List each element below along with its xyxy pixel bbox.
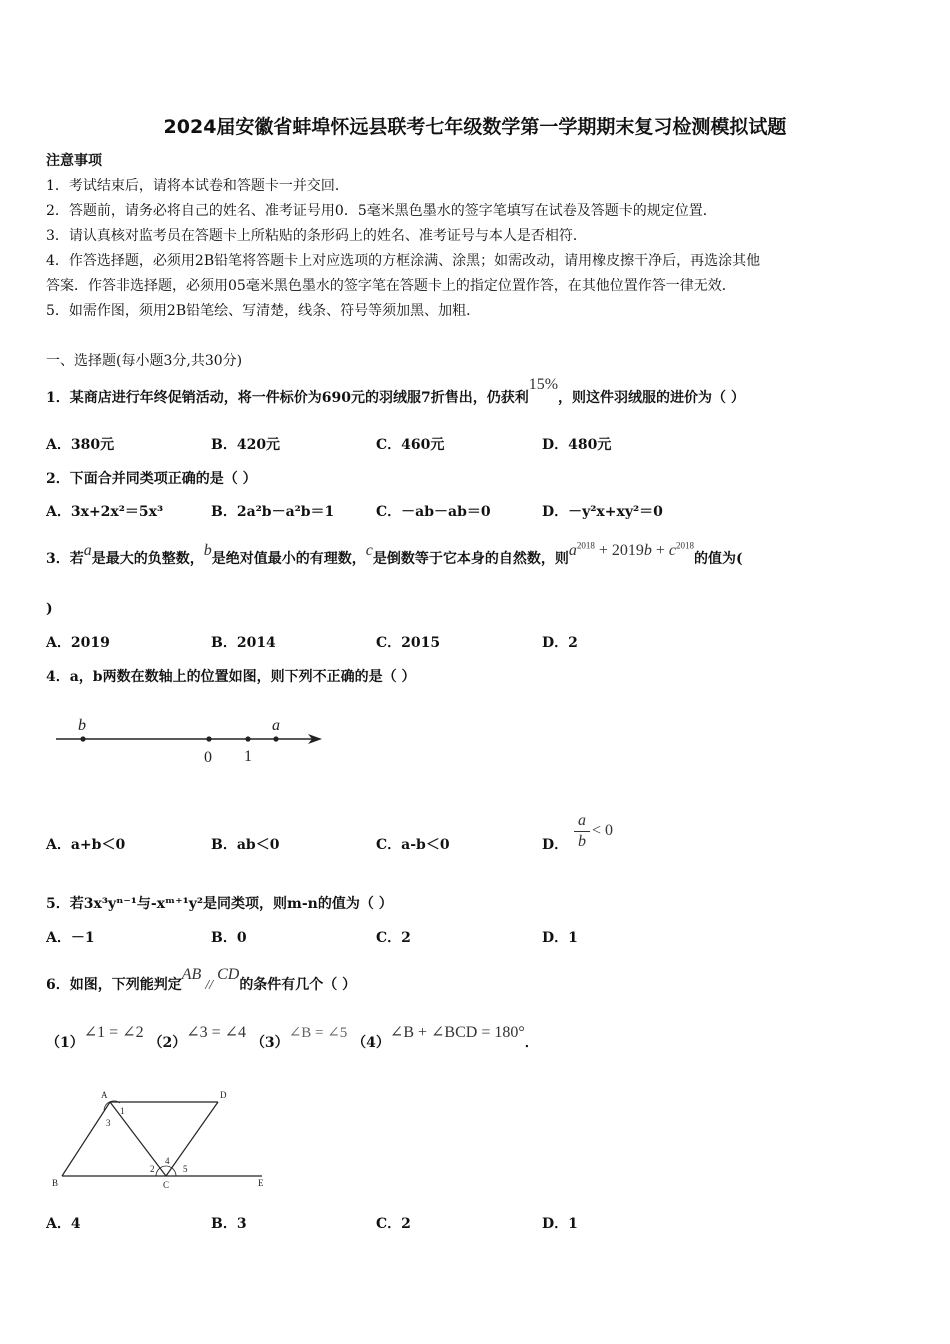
q2-option-c[interactable]: C．－ab－ab＝0	[376, 504, 491, 520]
q3-var-b: b	[203, 542, 212, 559]
q4-fraction-bar	[574, 831, 590, 832]
question-3	[46, 540, 743, 568]
line-ac	[110, 1102, 166, 1176]
line-ba	[62, 1102, 110, 1176]
line-dc	[166, 1102, 218, 1176]
page-title: 2024届安徽省蚌埠怀远县联考七年级数学第一学期期末复习检测模拟试题	[163, 116, 787, 138]
vertex-a: A	[101, 1090, 108, 1100]
q2-option-d[interactable]: D．－y²x+xy²＝0	[542, 504, 663, 520]
q6-cd: CD	[217, 966, 240, 983]
cond-1-expr: ∠1 = ∠2	[83, 1024, 144, 1041]
cond-3-label: （3）	[250, 1035, 289, 1051]
point-1	[245, 736, 250, 741]
vertex-b: B	[52, 1178, 59, 1188]
cond-4-label: （4）	[352, 1035, 390, 1051]
q3-var-c: c	[365, 542, 373, 559]
q6-text-a: 6．如图，下列能判定	[46, 977, 182, 993]
q3-part-5: 的值为(	[694, 551, 743, 567]
angle-label-3: 3	[106, 1118, 111, 1128]
q3-part-4: 是倒数等于它本身的自然数，则	[372, 551, 569, 567]
point-b	[80, 736, 85, 741]
label-0: 0	[204, 749, 212, 766]
q4-fraction-rest: < 0	[592, 822, 614, 839]
section-heading: 一、选择题(每小题3分,共30分)	[46, 353, 243, 369]
q3-part-2: 是最大的负整数，	[91, 551, 204, 567]
angle-label-5: 5	[183, 1164, 188, 1174]
q3-option-d[interactable]: D．2	[542, 635, 578, 651]
question-4: 4．a，b两数在数轴上的位置如图，则下列不正确的是（ ）	[46, 669, 416, 685]
q3-part-1: 3．若	[46, 551, 84, 567]
parallel-lines-figure	[46, 1086, 276, 1194]
vertex-e: E	[258, 1178, 264, 1188]
q3-option-a[interactable]: A．2019	[46, 635, 110, 651]
q5-option-d[interactable]: D．1	[542, 930, 578, 946]
q6-conditions	[46, 1024, 539, 1052]
q5-option-c[interactable]: C．2	[376, 930, 411, 946]
q5-option-b[interactable]: B．0	[211, 930, 247, 946]
q6-option-b[interactable]: B．3	[211, 1216, 247, 1232]
label-b: b	[78, 717, 86, 734]
angle-label-1: 1	[120, 1106, 125, 1116]
cond-end: ．	[524, 1035, 539, 1051]
q3-option-b[interactable]: B．2014	[211, 635, 276, 651]
q1-text-a: 1．某商店进行年终促销活动，将一件标价为690元的羽绒服7折售出，仍获利	[46, 390, 529, 406]
point-0	[206, 736, 211, 741]
cond-2-expr: ∠3 = ∠4	[186, 1024, 247, 1041]
q4-option-a[interactable]: A．a+b＜0	[46, 837, 126, 853]
cond-4-expr: ∠B + ∠BCD = 180°	[389, 1024, 525, 1041]
question-6	[46, 966, 357, 995]
q6-ab: AB	[181, 966, 202, 983]
q1-option-b[interactable]: B．420元	[211, 437, 281, 453]
notice-item-1: 1．考试结束后，请将本试卷和答题卡一并交回．	[46, 178, 349, 194]
notice-item-4: 4．作答选择题，必须用2B铅笔将答题卡上对应选项的方框涂满、涂黑；如需改动，请用橡皮擦干净后，再选涂其他	[46, 253, 761, 269]
notice-item-3: 3．请认真核对监考员在答题卡上所粘贴的条形码上的姓名、准考证号与本人是否相符．	[46, 228, 587, 244]
q1-option-d[interactable]: D．480元	[542, 437, 612, 453]
number-line-figure	[50, 712, 330, 774]
q4-fraction	[572, 812, 592, 851]
angle-label-2: 2	[150, 1164, 155, 1174]
q1-text-b: ，则这件羽绒服的进价为（ ）	[558, 390, 745, 406]
q4-option-d[interactable]: D．	[542, 837, 569, 853]
q4-option-b[interactable]: B．ab＜0	[211, 837, 280, 853]
q3-var-a: a	[83, 542, 92, 559]
q4-option-c[interactable]: C．a-b＜0	[376, 837, 450, 853]
vertex-c: C	[163, 1180, 170, 1190]
notice-item-4-cont: 答案．作答非选择题，必须用05毫米黑色墨水的签字笔在答题卡上的指定位置作答，在其他位置作答一律无效．	[46, 278, 736, 294]
notice-heading: 注意事项	[46, 153, 102, 169]
q3-part-3: 是绝对值最小的有理数，	[211, 551, 366, 567]
q3-close-paren: )	[46, 601, 53, 617]
q1-option-c[interactable]: C．460元	[376, 437, 445, 453]
question-2: 2．下面合并同类项正确的是（ ）	[46, 471, 257, 487]
q4-fraction-denominator: b	[578, 833, 586, 850]
point-a	[273, 736, 278, 741]
notice-item-2: 2．答题前，请务必将自己的姓名、准考证号用0．5毫米黑色墨水的签字笔填写在试卷及答题卡的规定位置．	[46, 203, 717, 219]
label-1: 1	[244, 748, 252, 765]
angle-label-4: 4	[165, 1156, 170, 1166]
q6-option-a[interactable]: A．4	[46, 1216, 81, 1232]
q4-fraction-numerator: a	[578, 812, 586, 829]
q6-option-c[interactable]: C．2	[376, 1216, 411, 1232]
question-5: 5．若3x³yⁿ⁻¹与-xᵐ⁺¹y²是同类项，则m-n的值为（ ）	[46, 896, 393, 912]
q3-expression: $a^{2018} + 2019b + c^{2018}$	[568, 540, 695, 559]
q1-option-a[interactable]: A．380元	[46, 437, 115, 453]
cond-1-label: （1）	[46, 1035, 84, 1051]
q6-option-d[interactable]: D．1	[542, 1216, 578, 1232]
label-a: a	[272, 717, 280, 734]
notice-item-5: 5．如需作图，须用2B铅笔绘、写清楚，线条、符号等须加黑、加粗．	[46, 303, 481, 319]
q5-option-a[interactable]: A．－1	[46, 930, 95, 946]
q1-percent: 15%	[528, 376, 559, 393]
question-1	[46, 376, 745, 407]
q2-option-b[interactable]: B．2a²b－a²b＝1	[211, 504, 335, 520]
q6-parallel: //	[205, 978, 214, 993]
q6-text-b: 的条件有几个（ ）	[239, 977, 357, 993]
cond-2-label: （2）	[148, 1035, 187, 1051]
vertex-d: D	[220, 1090, 227, 1100]
cond-3-expr: ∠B = ∠5	[288, 1025, 348, 1041]
q3-option-c[interactable]: C．2015	[376, 635, 441, 651]
q2-option-a[interactable]: A．3x+2x²＝5x³	[46, 504, 164, 520]
